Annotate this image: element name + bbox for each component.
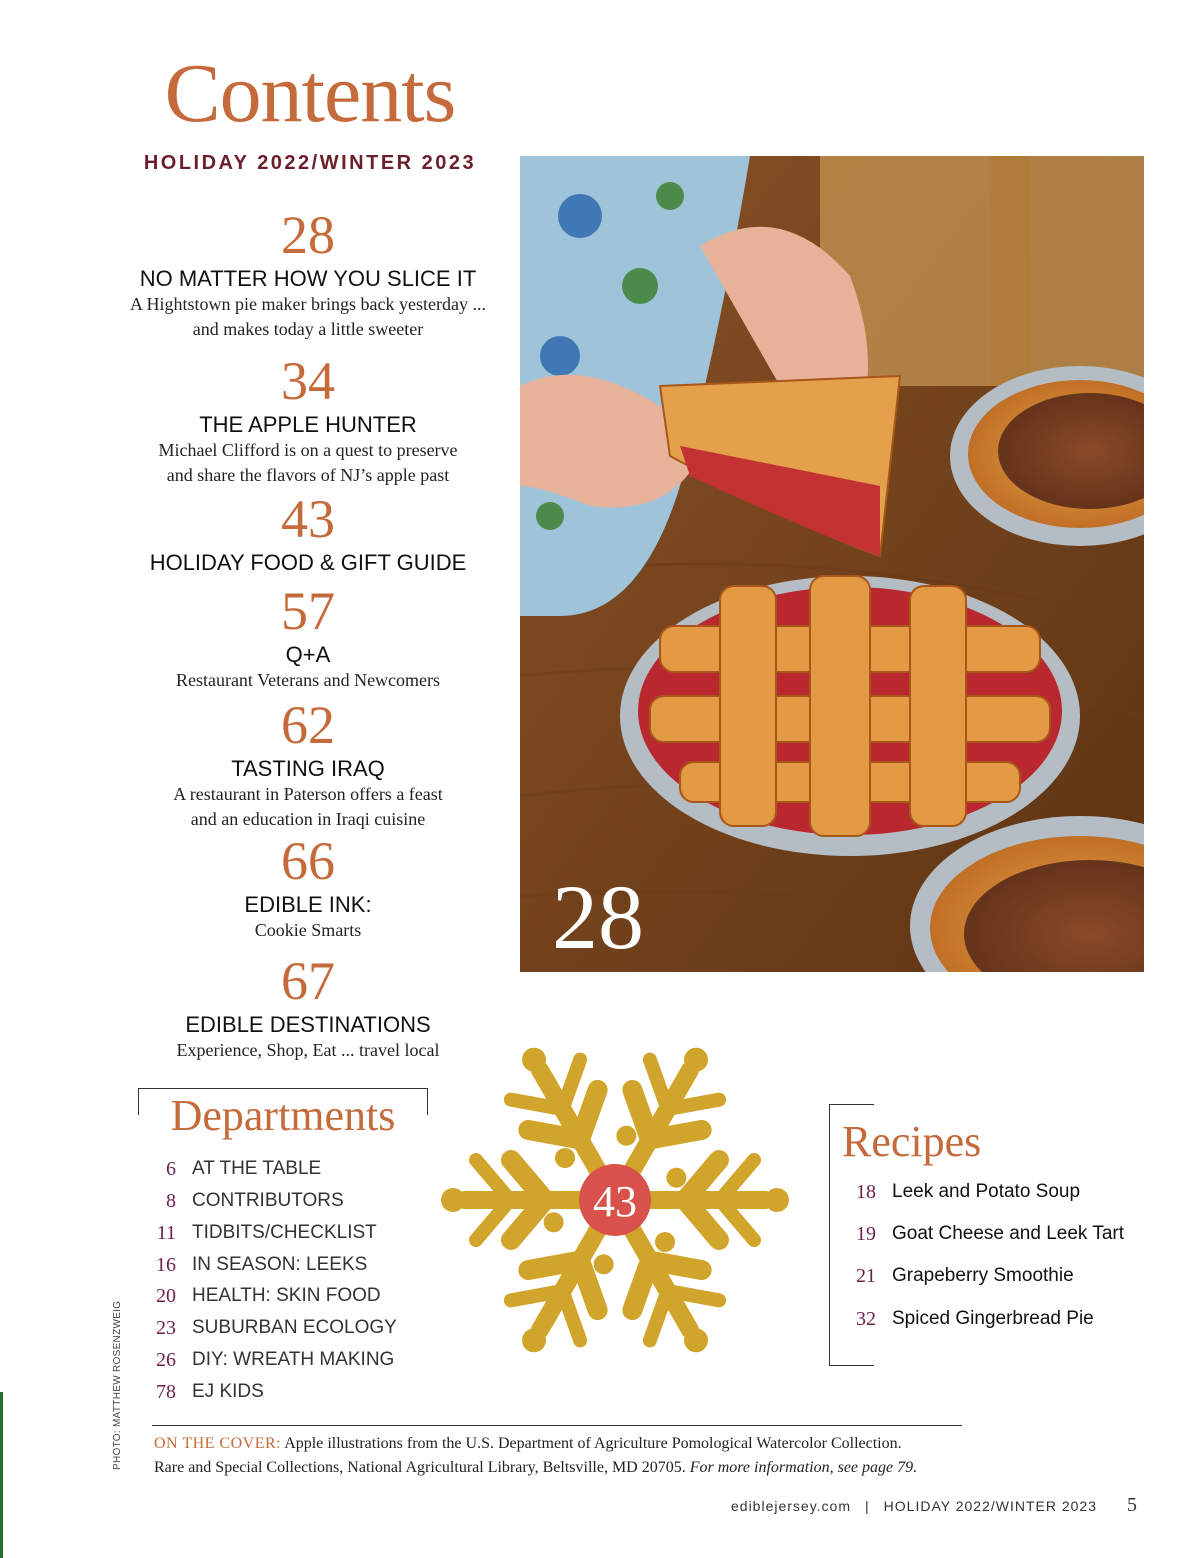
department-label: HEALTH: SKIN FOOD [192, 1285, 381, 1306]
department-page: 6 [166, 1157, 176, 1180]
department-item[interactable] [140, 1345, 394, 1375]
department-page: 78 [156, 1380, 176, 1403]
recipe-label: Goat Cheese and Leek Tart [892, 1223, 1125, 1244]
department-item[interactable] [140, 1186, 344, 1216]
recipe-page: 18 [856, 1180, 876, 1203]
feature-description: and an education in Iraqi cuisine [190, 809, 426, 830]
feature-title: Q+A [285, 642, 331, 667]
department-page: 26 [156, 1348, 176, 1371]
feature-entry[interactable] [100, 581, 516, 693]
snowflake-graphic[interactable] [428, 1032, 802, 1362]
department-label: TIDBITS/CHECKLIST [192, 1222, 377, 1243]
cover-note-more-info[interactable]: For more information, see page 79. [685, 1459, 918, 1476]
recipe-item[interactable] [842, 1261, 1074, 1291]
recipe-label: Leek and Potato Soup [892, 1181, 1081, 1202]
department-label: EJ KIDS [192, 1381, 264, 1402]
feature-page-number: 34 [281, 351, 335, 411]
feature-page-number: 57 [281, 581, 335, 641]
photo-credit: PHOTO: MATTHEW ROSENZWEIG [112, 1300, 123, 1470]
feature-description: Cookie Smarts [254, 920, 362, 941]
recipe-item[interactable] [842, 1177, 1080, 1207]
cover-note-label: ON THE COVER: [154, 1435, 282, 1452]
feature-description: Experience, Shop, Eat ... travel local [176, 1040, 440, 1061]
feature-description: A restaurant in Paterson offers a feast [173, 784, 443, 805]
department-item[interactable] [140, 1313, 397, 1343]
feature-entry[interactable] [100, 351, 516, 488]
department-label: DIY: WREATH MAKING [192, 1349, 395, 1370]
recipes-title: Recipes [842, 1117, 982, 1166]
departments-title: Departments [170, 1091, 396, 1140]
page-title: Contents [164, 47, 456, 140]
snowflake-page-number: 43 [593, 1177, 637, 1226]
department-item[interactable] [140, 1218, 377, 1248]
department-label: IN SEASON: LEEKS [192, 1254, 368, 1275]
department-item[interactable] [140, 1281, 381, 1311]
footer-page-number: 5 [1127, 1494, 1138, 1516]
recipe-page: 19 [856, 1222, 876, 1245]
issue-line: HOLIDAY 2022/WINTER 2023 [143, 152, 477, 174]
department-label: SUBURBAN ECOLOGY [192, 1317, 397, 1338]
snowflake-icon [428, 1032, 802, 1362]
recipe-item[interactable] [842, 1304, 1094, 1334]
cover-note-text: Apple illustrations from the U.S. Department of Agriculture Pomological Watercolor Collection. [281, 1435, 902, 1452]
feature-page-number: 66 [281, 831, 335, 891]
recipe-page: 32 [856, 1307, 876, 1330]
department-label: AT THE TABLE [192, 1158, 322, 1179]
page-footer [731, 1494, 1138, 1517]
feature-description: and share the flavors of NJ’s apple past [166, 465, 450, 486]
feature-description: Michael Clifford is on a quest to preserve [158, 440, 458, 461]
department-page: 23 [156, 1316, 176, 1339]
recipe-label: Spiced Gingerbread Pie [892, 1308, 1094, 1329]
pie-photo-illustration [520, 156, 1144, 972]
feature-entry[interactable] [100, 489, 516, 576]
recipe-item[interactable] [842, 1219, 1124, 1249]
left-edge-strip [0, 1392, 3, 1558]
feature-entry[interactable] [100, 695, 516, 832]
footer-issue: HOLIDAY 2022/WINTER 2023 [883, 1497, 1097, 1514]
feature-entry[interactable] [100, 205, 516, 342]
photo-page-number: 28 [552, 866, 644, 968]
department-page: 16 [156, 1253, 176, 1276]
feature-page-number: 62 [281, 695, 335, 755]
feature-page-number: 28 [281, 205, 335, 265]
department-item[interactable] [140, 1377, 264, 1407]
feature-title: EDIBLE INK: [244, 892, 372, 917]
cover-note-text: Rare and Special Collections, National Agricultural Library, Beltsville, MD 20705. [154, 1459, 686, 1476]
feature-description: A Hightstown pie maker brings back yesterday ... [130, 294, 486, 315]
recipe-label: Grapeberry Smoothie [892, 1265, 1074, 1286]
pie-photo [520, 156, 1144, 972]
feature-title: TASTING IRAQ [231, 756, 385, 781]
department-label: CONTRIBUTORS [192, 1190, 344, 1211]
feature-entry[interactable] [100, 831, 516, 943]
department-page: 20 [156, 1284, 176, 1307]
feature-page-number: 43 [281, 489, 335, 549]
feature-title: HOLIDAY FOOD & GIFT GUIDE [149, 550, 467, 575]
footer-site[interactable]: ediblejersey.com [731, 1497, 852, 1514]
feature-title: NO MATTER HOW YOU SLICE IT [139, 266, 477, 291]
department-page: 8 [166, 1189, 176, 1212]
feature-description: Restaurant Veterans and Newcomers [175, 670, 441, 691]
department-item[interactable] [140, 1250, 367, 1280]
department-page: 11 [156, 1221, 176, 1244]
cover-note [154, 1432, 984, 1480]
feature-description: and makes today a little sweeter [192, 319, 424, 340]
recipe-page: 21 [856, 1264, 876, 1287]
department-item[interactable] [140, 1154, 321, 1184]
feature-title: THE APPLE HUNTER [199, 412, 417, 437]
divider [152, 1425, 962, 1426]
feature-page-number: 67 [281, 951, 335, 1011]
footer-separator: | [865, 1497, 870, 1514]
feature-title: EDIBLE DESTINATIONS [185, 1012, 431, 1037]
